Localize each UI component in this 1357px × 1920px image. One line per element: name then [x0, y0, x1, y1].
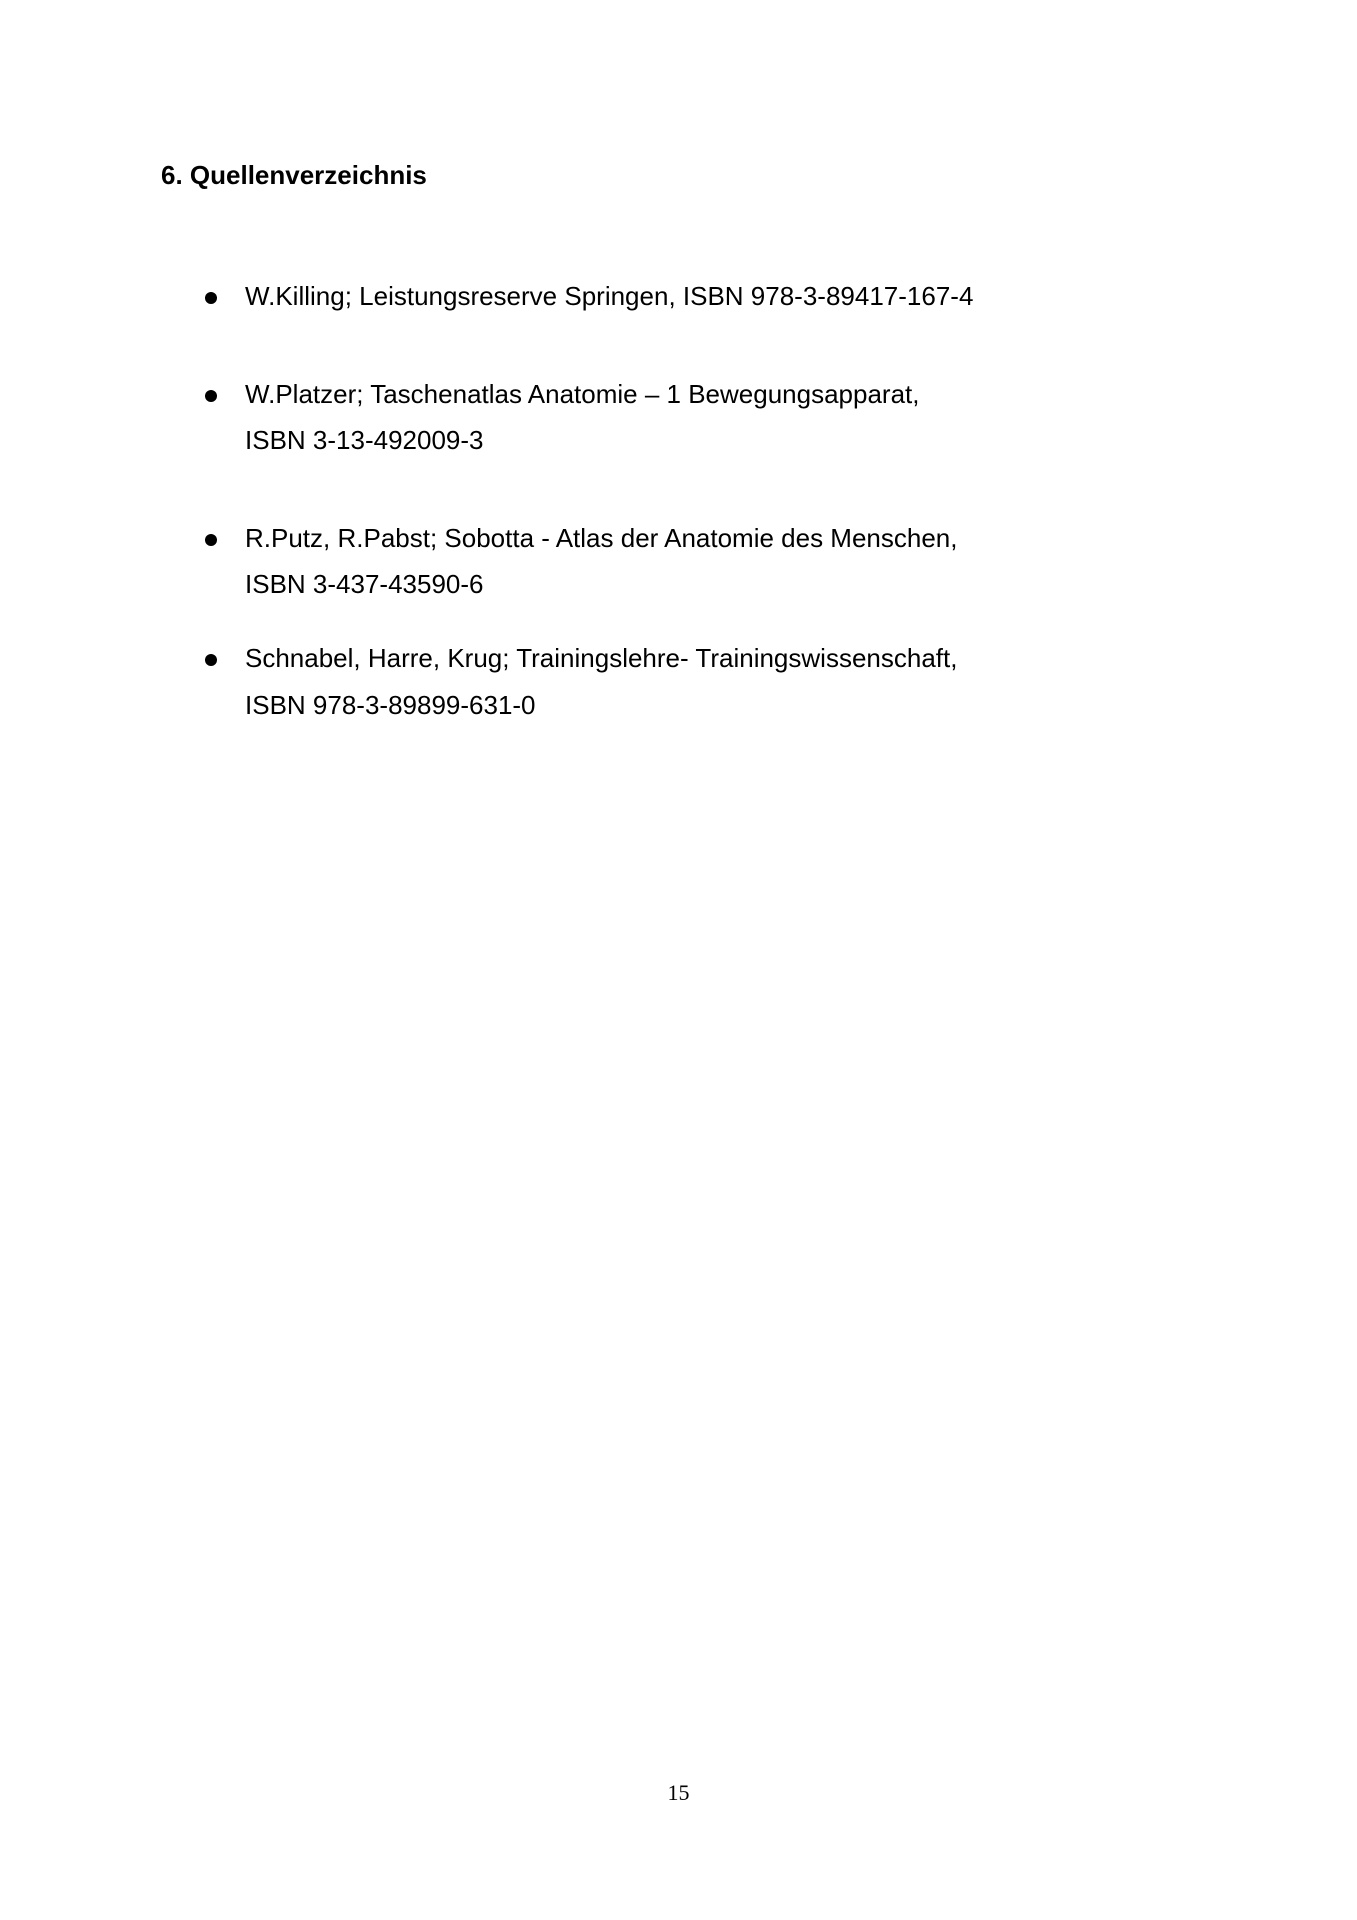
bullet-icon	[205, 654, 217, 666]
reference-line: ISBN 978-3-89899-631-0	[245, 690, 536, 720]
reference-line: W.Killing; Leistungsreserve Springen, ISBN 978-3-89417-167-4	[245, 281, 974, 311]
reference-line: Schnabel, Harre, Krug; Trainingslehre- Trainingswissenschaft,	[245, 643, 958, 673]
bullet-icon	[205, 390, 217, 402]
bullet-icon	[205, 534, 217, 546]
page-number: 15	[667, 1780, 690, 1805]
reference-line: ISBN 3-13-492009-3	[245, 425, 484, 455]
reference-line: R.Putz, R.Pabst; Sobotta - Atlas der Anatomie des Menschen,	[245, 523, 958, 553]
section-heading: 6. Quellenverzeichnis	[161, 160, 427, 190]
reference-line: W.Platzer; Taschenatlas Anatomie – 1 Bewegungsapparat,	[245, 379, 920, 409]
bullet-icon	[205, 292, 217, 304]
reference-line: ISBN 3-437-43590-6	[245, 569, 484, 599]
